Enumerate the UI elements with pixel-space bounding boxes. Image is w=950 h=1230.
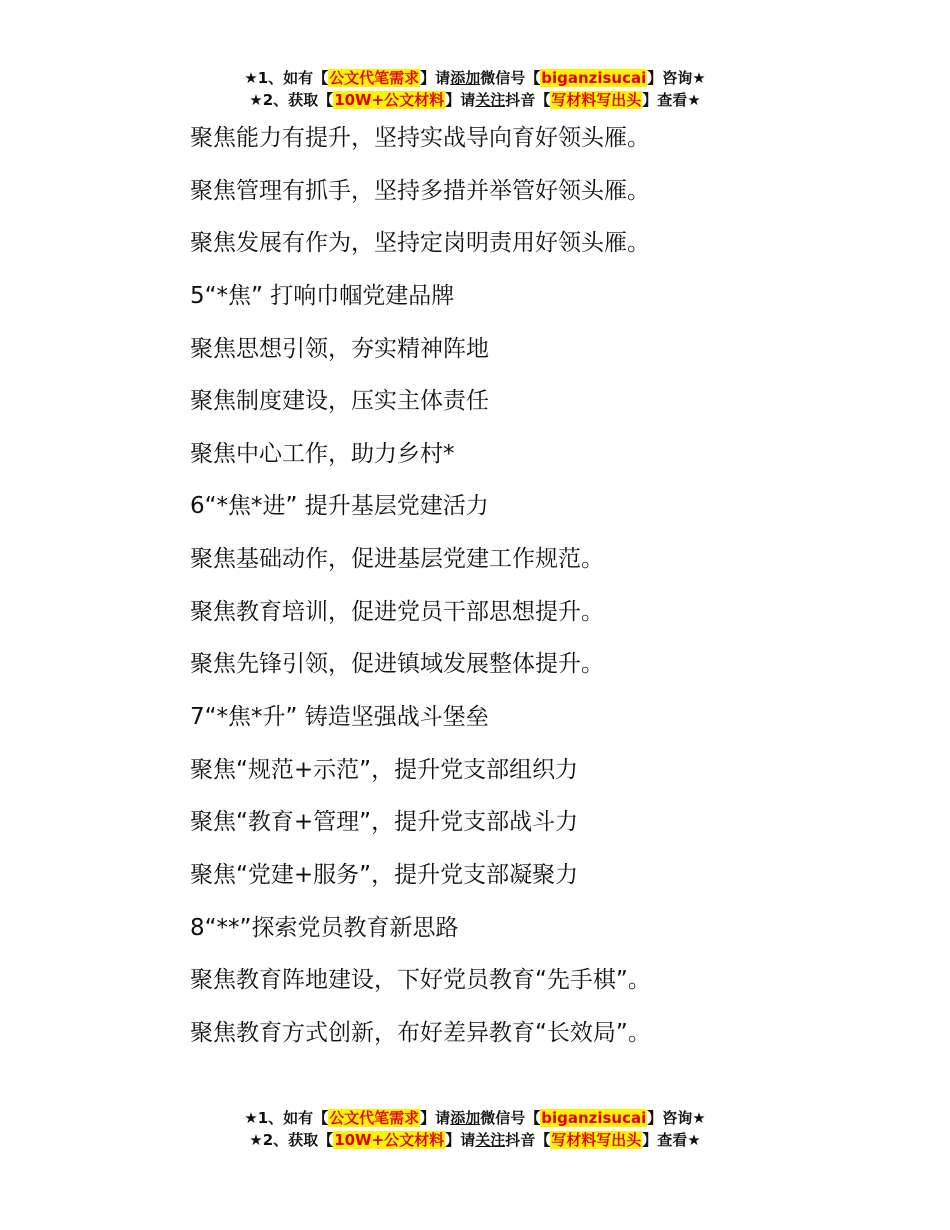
section-heading: 5“*焦” 打响巾帼党建品牌 xyxy=(190,282,455,309)
underline-word: 关注 xyxy=(475,1131,506,1149)
paragraph: 聚焦发展有作为，坚持定岗明责用好领头雁。 xyxy=(190,230,650,257)
section-heading: 7“*焦*升” 铸造坚强战斗堡垒 xyxy=(190,704,489,731)
section-heading: 8“**”探索党员教育新思路 xyxy=(190,914,459,941)
footer-text: 】请 xyxy=(420,1109,451,1127)
highlight-service: 公文代笔需求 xyxy=(329,1109,420,1127)
paragraph: 聚焦基础动作，促进基层党建工作规范。 xyxy=(190,546,604,573)
header-text: 】请 xyxy=(445,91,476,109)
header-line-2 xyxy=(0,89,950,111)
header-text: 抖音【 xyxy=(505,91,551,109)
underline-word: 添加 xyxy=(450,69,481,87)
footer-line-1 xyxy=(0,1107,950,1129)
footer-line-2 xyxy=(0,1129,950,1151)
header-line-1 xyxy=(0,67,950,89)
footer-text: ★1、如有【 xyxy=(244,1109,329,1127)
header-text: 】咨询★ xyxy=(647,69,706,87)
footer-text: 】查看★ xyxy=(642,1131,701,1149)
section-heading: 6“*焦*进” 提升基层党建活力 xyxy=(190,493,489,520)
footer-text: 微信号【 xyxy=(480,1109,541,1127)
document-body xyxy=(190,112,651,1060)
highlight-service: 公文代笔需求 xyxy=(329,69,420,87)
highlight-douyin-account: 写材料写出头 xyxy=(551,91,642,109)
header-text: ★2、获取【 xyxy=(249,91,334,109)
paragraph: 聚焦制度建设，压实主体责任 xyxy=(190,388,489,415)
footer-text: 】咨询★ xyxy=(647,1109,706,1127)
header-text: ★1、如有【 xyxy=(244,69,329,87)
underline-word: 关注 xyxy=(475,91,506,109)
highlight-wechat-id: biganzisucai xyxy=(541,69,647,87)
highlight-materials: 10W+公文材料 xyxy=(334,91,445,109)
paragraph: 聚焦“规范+示范”，提升党支部组织力 xyxy=(190,756,579,783)
header-text: 】查看★ xyxy=(642,91,701,109)
highlight-wechat-id: biganzisucai xyxy=(541,1109,647,1127)
highlight-materials: 10W+公文材料 xyxy=(334,1131,445,1149)
paragraph: 聚焦先锋引领，促进镇域发展整体提升。 xyxy=(190,651,604,678)
paragraph: 聚焦能力有提升，坚持实战导向育好领头雁。 xyxy=(190,125,650,151)
footer-text: 】请 xyxy=(445,1131,476,1149)
underline-word: 添加 xyxy=(450,1109,481,1127)
paragraph: 聚焦教育培训，促进党员干部思想提升。 xyxy=(190,598,604,625)
paragraph: 聚焦教育阵地建设，下好党员教育“先手棋”。 xyxy=(190,967,651,994)
paragraph: 聚焦教育方式创新，布好差异教育“长效局”。 xyxy=(190,1019,651,1046)
paragraph: 聚焦中心工作，助力乡村* xyxy=(190,440,455,467)
header-text: 】请 xyxy=(420,69,451,87)
footer-text: 抖音【 xyxy=(505,1131,551,1149)
footer-banner xyxy=(0,1107,950,1151)
paragraph: 聚焦管理有抓手，坚持多措并举管好领头雁。 xyxy=(190,177,650,204)
paragraph: 聚焦“教育+管理”，提升党支部战斗力 xyxy=(190,809,579,836)
footer-text: ★2、获取【 xyxy=(249,1131,334,1149)
paragraph: 聚焦思想引领，夯实精神阵地 xyxy=(190,335,489,362)
paragraph: 聚焦“党建+服务”，提升党支部凝聚力 xyxy=(190,861,579,888)
highlight-douyin-account: 写材料写出头 xyxy=(551,1131,642,1149)
header-banner xyxy=(0,67,950,111)
header-text: 微信号【 xyxy=(480,69,541,87)
